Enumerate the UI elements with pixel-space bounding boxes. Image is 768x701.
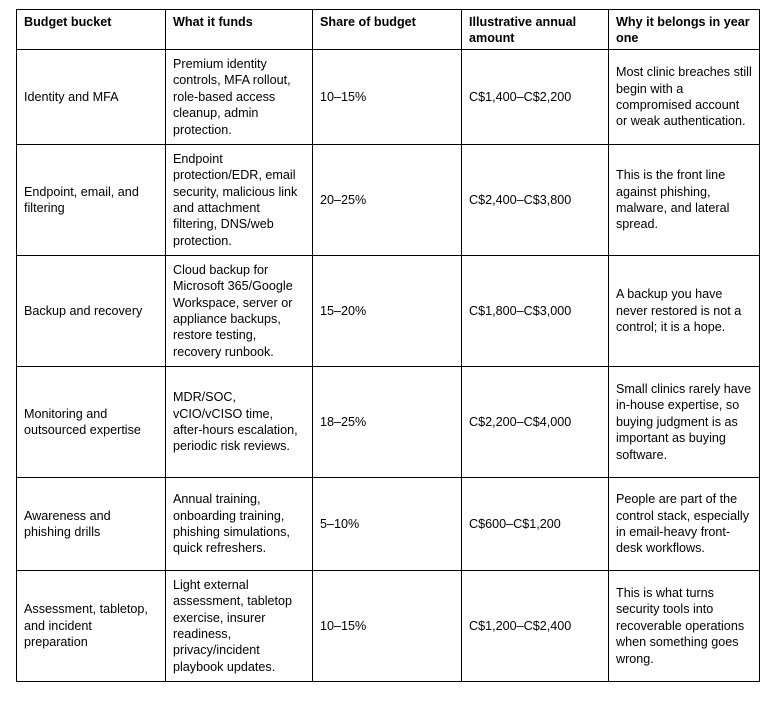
- table-header-row: [17, 10, 760, 50]
- cell-share-of-budget: 20–25%: [313, 145, 462, 256]
- header-what-it-funds: What it funds: [166, 10, 313, 50]
- cell-budget-bucket: Assessment, tabletop, and incident preparation: [17, 571, 166, 682]
- cell-what-it-funds: Light external assessment, tabletop exercise, insurer readiness, privacy/incident playbook updates.: [166, 571, 313, 682]
- table-row: [17, 478, 760, 571]
- header-why-it-belongs: Why it belongs in year one: [609, 10, 760, 50]
- table-row: [17, 571, 760, 682]
- table-row: [17, 50, 760, 145]
- cell-share-of-budget: 5–10%: [313, 478, 462, 571]
- cell-what-it-funds: Cloud backup for Microsoft 365/Google Workspace, server or appliance backups, restore testing, recovery runbook.: [166, 256, 313, 367]
- cell-budget-bucket: Identity and MFA: [17, 50, 166, 145]
- cell-why-it-belongs: This is what turns security tools into recoverable operations when something goes wrong.: [609, 571, 760, 682]
- cell-what-it-funds: Annual training, onboarding training, phishing simulations, quick refreshers.: [166, 478, 313, 571]
- budget-table: [16, 9, 760, 682]
- cell-what-it-funds: MDR/SOC, vCIO/vCISO time, after-hours escalation, periodic risk reviews.: [166, 367, 313, 478]
- cell-budget-bucket: Awareness and phishing drills: [17, 478, 166, 571]
- cell-annual-amount: C$1,800–C$3,000: [462, 256, 609, 367]
- cell-annual-amount: C$600–C$1,200: [462, 478, 609, 571]
- cell-budget-bucket: Endpoint, email, and filtering: [17, 145, 166, 256]
- cell-why-it-belongs: People are part of the control stack, especially in email-heavy front-desk workflows.: [609, 478, 760, 571]
- cell-share-of-budget: 10–15%: [313, 571, 462, 682]
- cell-budget-bucket: Backup and recovery: [17, 256, 166, 367]
- cell-why-it-belongs: Small clinics rarely have in-house expertise, so buying judgment is as important as buying software.: [609, 367, 760, 478]
- header-budget-bucket: Budget bucket: [17, 10, 166, 50]
- cell-budget-bucket: Monitoring and outsourced expertise: [17, 367, 166, 478]
- cell-what-it-funds: Premium identity controls, MFA rollout, role-based access cleanup, admin protection.: [166, 50, 313, 145]
- header-illustrative-annual-amount: Illustrative annual amount: [462, 10, 609, 50]
- table-row: [17, 145, 760, 256]
- cell-share-of-budget: 10–15%: [313, 50, 462, 145]
- cell-annual-amount: C$2,200–C$4,000: [462, 367, 609, 478]
- cell-why-it-belongs: This is the front line against phishing, malware, and lateral spread.: [609, 145, 760, 256]
- table-row: [17, 256, 760, 367]
- cell-annual-amount: C$2,400–C$3,800: [462, 145, 609, 256]
- cell-annual-amount: C$1,400–C$2,200: [462, 50, 609, 145]
- cell-why-it-belongs: Most clinic breaches still begin with a compromised account or weak authentication.: [609, 50, 760, 145]
- table-row: [17, 367, 760, 478]
- cell-annual-amount: C$1,200–C$2,400: [462, 571, 609, 682]
- cell-share-of-budget: 18–25%: [313, 367, 462, 478]
- header-share-of-budget: Share of budget: [313, 10, 462, 50]
- cell-share-of-budget: 15–20%: [313, 256, 462, 367]
- cell-what-it-funds: Endpoint protection/EDR, email security, malicious link and attachment filtering, DNS/web protection.: [166, 145, 313, 256]
- cell-why-it-belongs: A backup you have never restored is not a control; it is a hope.: [609, 256, 760, 367]
